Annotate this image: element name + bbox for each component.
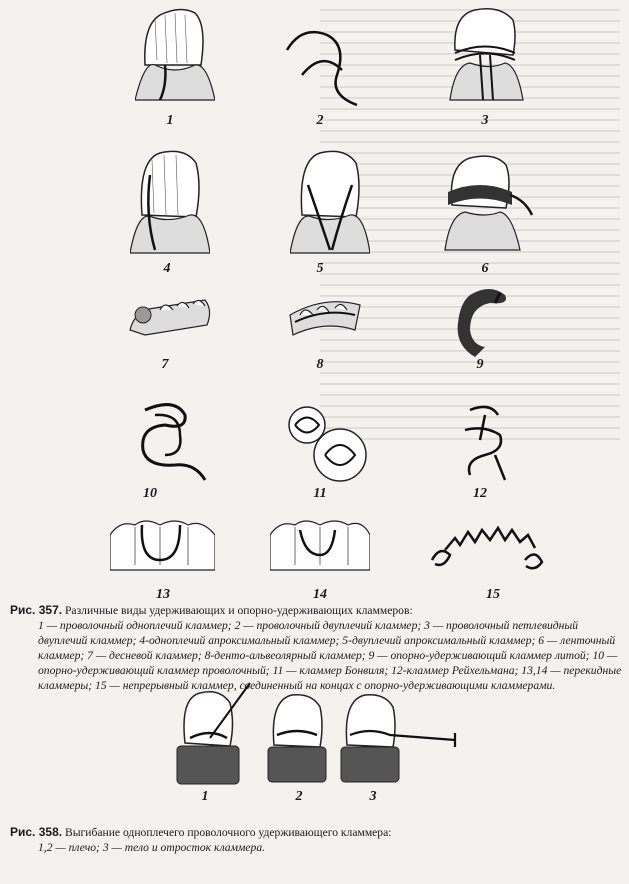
label-357-3: 3 <box>481 113 489 128</box>
caption-figure-357 <box>10 603 622 693</box>
caption-357-legend: 1 — проволочный одноплечий кламмер; 2 — проволочный двуплечий кламмер; 3 — проволочный петлевидный двуплечий кламмер; 4-одноплечий апроксимальный кламмер; 5-двуплечий апроксимальный кламмер; 6 — ленточный кламмер; 7 — десневой кламмер; 8-денто-альвеолярный кламмер; 9 — опорно-удерживающий кламмер литой; 10 — опорно-удерживающий кламмер проволочный; 11 — кламмер Бонвиля; 12-кламмер Рейхельмана; 13,14 — перекидные кламмеры; 15 — непрерывный кламмер, соединенный на концах с опорно-удерживающими кламмерами. <box>38 619 622 692</box>
label-357-11: 11 <box>313 486 327 501</box>
figure-357-2 <box>282 20 372 110</box>
label-358-2: 2 <box>295 789 303 804</box>
label-357-9: 9 <box>476 357 484 372</box>
figure-357-13 <box>110 515 215 575</box>
label-357-8: 8 <box>316 357 324 372</box>
label-357-7: 7 <box>161 357 169 372</box>
label-357-10: 10 <box>143 486 157 501</box>
figure-357-15 <box>430 520 545 575</box>
figure-357-3 <box>445 5 525 105</box>
figure-357-8 <box>285 290 365 340</box>
label-357-1: 1 <box>166 113 174 128</box>
caption-358-legend: 1,2 — плечо; 3 — тело и отросток кламмера. <box>38 841 266 854</box>
figure-357-1 <box>135 5 215 105</box>
label-357-4: 4 <box>163 261 171 276</box>
label-357-15: 15 <box>486 587 500 602</box>
figure-357-7 <box>125 290 215 340</box>
figure-358-3 <box>335 685 465 785</box>
label-357-13: 13 <box>156 587 170 602</box>
figure-357-9 <box>450 285 520 360</box>
figure-357-5 <box>290 145 370 255</box>
caption-357-title: Различные виды удерживающих и опорно-удерживающих кламмеров: <box>64 604 413 617</box>
caption-357-number: Рис. 357. <box>10 603 63 617</box>
caption-358-title: Выгибание одноплечего проволочного удерживающего кламмера: <box>64 826 392 839</box>
figure-357-10 <box>125 395 215 485</box>
figure-357-12 <box>450 400 520 490</box>
label-358-1: 1 <box>201 789 209 804</box>
label-357-5: 5 <box>316 261 324 276</box>
figure-358-2 <box>262 685 332 785</box>
label-357-12: 12 <box>473 486 487 501</box>
figure-357-6 <box>440 150 535 255</box>
label-357-2: 2 <box>316 113 324 128</box>
figure-357-14 <box>270 515 370 575</box>
caption-358-number: Рис. 358. <box>10 825 63 839</box>
figure-358-1 <box>165 678 255 788</box>
label-357-6: 6 <box>481 261 489 276</box>
caption-figure-358 <box>10 825 622 855</box>
figure-357-4 <box>130 145 210 255</box>
label-358-3: 3 <box>369 789 377 804</box>
figure-357-11 <box>285 400 375 490</box>
label-357-14: 14 <box>313 587 327 602</box>
